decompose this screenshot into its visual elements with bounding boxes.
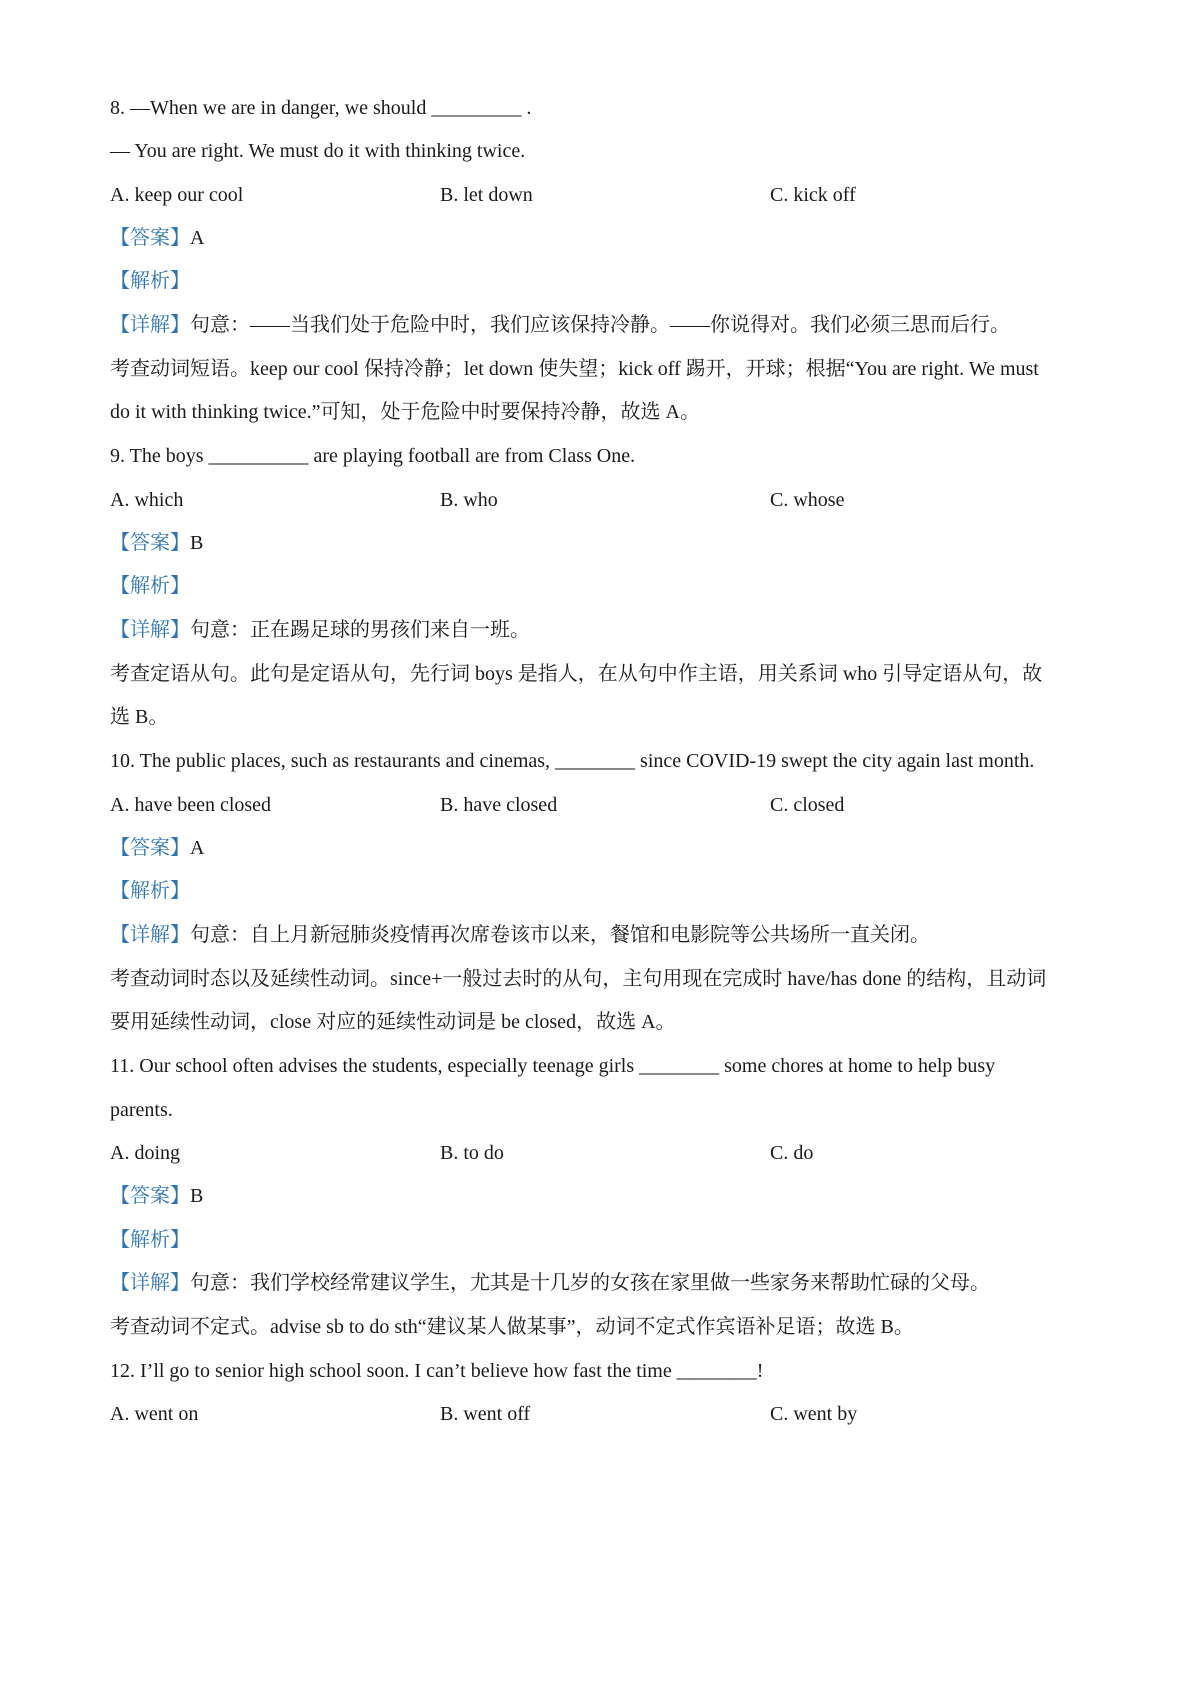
question-11-detail-line: 考查动词不定式。advise sb to do sth“建议某人做某事”，动词不定式作宾语补足语；故选 B。 [110,1316,914,1338]
question-9-detail-line [110,617,530,643]
question-12-options [110,1401,1110,1427]
answer-tag: 【答案】 [110,227,190,249]
option-b: B. have closed [440,794,558,816]
question-8-analysis-tag: 【解析】 [110,270,190,292]
option-b: B. who [440,489,498,511]
question-10-answer [110,835,204,861]
option-c: C. kick off [770,184,856,206]
question-9-detail-line: 考查定语从句。此句是定语从句，先行词 boys 是指人，在从句中作主语，用关系词 who 引导定语从句，故 [110,663,1043,685]
option-a: A. keep our cool [110,184,244,206]
option-a: A. went on [110,1403,199,1425]
question-10-stem: 10. The public places, such as restaurants and cinemas, ________ since COVID-19 swept the city again last month. [110,750,1035,772]
answer-value: B [190,532,204,554]
question-11-answer [110,1183,203,1209]
option-b: B. went off [440,1403,531,1425]
question-11-analysis-tag: 【解析】 [110,1229,190,1251]
question-9-detail-line: 选 B。 [110,706,169,728]
option-c: C. closed [770,794,845,816]
question-8-options [110,182,1110,208]
question-8-answer [110,225,204,251]
answer-tag: 【答案】 [110,837,190,859]
question-8-detail-line: 考查动词短语。keep our cool 保持冷静；let down 使失望；kick off 踢开，开球；根据“You are right. We must [110,358,1039,380]
question-10-detail-line: 要用延续性动词，close 对应的延续性动词是 be closed，故选 A。 [110,1011,676,1033]
detail-tag: 【详解】 [110,1272,190,1294]
question-9-answer [110,530,203,556]
detail-text: 句意：——当我们处于危险中时，我们应该保持冷静。——你说得对。我们必须三思而后行。 [190,314,1010,336]
option-c: C. went by [770,1403,858,1425]
answer-value: B [190,1185,204,1207]
question-10-detail-line: 考查动词时态以及延续性动词。since+一般过去时的从句，主句用现在完成时 have/has done 的结构，且动词 [110,968,1047,990]
question-11-detail-line [110,1270,990,1296]
question-9-analysis-tag: 【解析】 [110,575,190,597]
option-a: A. have been closed [110,794,272,816]
detail-tag: 【详解】 [110,314,190,336]
detail-text: 句意：自上月新冠肺炎疫情再次席卷该市以来，餐馆和电影院等公共场所一直关闭。 [190,924,930,946]
question-9-stem: 9. The boys __________ are playing football are from Class One. [110,445,636,467]
question-11-stem-cont: parents. [110,1099,173,1121]
question-11-options [110,1140,1110,1166]
question-10-options [110,792,1110,818]
answer-tag: 【答案】 [110,532,190,554]
option-b: B. let down [440,184,533,206]
question-10-analysis-tag: 【解析】 [110,880,190,902]
question-8-detail-line [110,312,1010,338]
question-10-detail-line [110,922,930,948]
question-8-detail-line: do it with thinking twice.”可知，处于危险中时要保持冷静，故选 A。 [110,401,700,423]
question-8-reply: — You are right. We must do it with thinking twice. [110,140,526,162]
question-12-stem: 12. I’ll go to senior high school soon. I can’t believe how fast the time ________! [110,1360,764,1382]
option-c: C. whose [770,489,845,511]
option-a: A. doing [110,1142,180,1164]
detail-text: 句意：我们学校经常建议学生，尤其是十几岁的女孩在家里做一些家务来帮助忙碌的父母。 [190,1272,990,1294]
answer-value: A [190,227,205,249]
answer-value: A [190,837,205,859]
option-b: B. to do [440,1142,504,1164]
detail-tag: 【详解】 [110,619,190,641]
question-8-stem: 8. —When we are in danger, we should _________ . [110,97,532,119]
option-c: C. do [770,1142,814,1164]
answer-tag: 【答案】 [110,1185,190,1207]
question-11-stem: 11. Our school often advises the students, especially teenage girls ________ some chores at home to help busy [110,1055,996,1077]
detail-tag: 【详解】 [110,924,190,946]
detail-text: 句意：正在踢足球的男孩们来自一班。 [190,619,530,641]
option-a: A. which [110,489,184,511]
question-9-options [110,487,1110,513]
